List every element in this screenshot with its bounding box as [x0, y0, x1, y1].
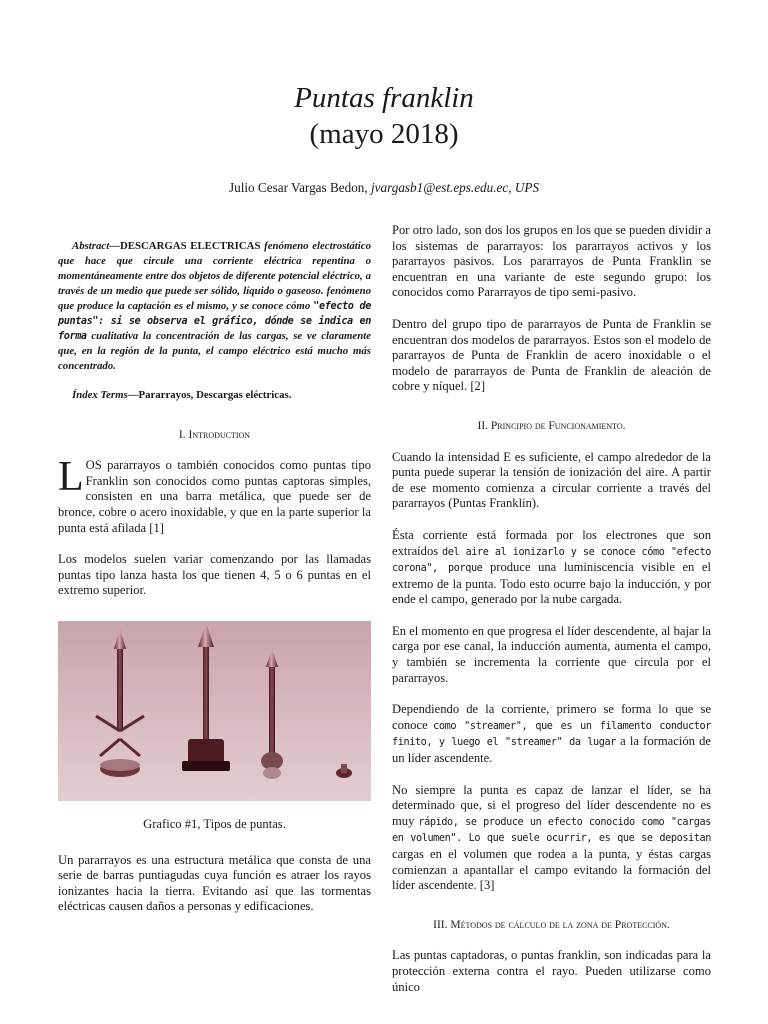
- tall-rod: [182, 623, 230, 771]
- paper-date: (mayo 2018): [309, 118, 459, 150]
- index-terms: Índex Terms—Pararrayos, Descargas eléctricas.: [72, 389, 292, 401]
- section-heading-introduction: I. Introduction: [178, 428, 251, 441]
- author-name: Julio Cesar Vargas Bedon,: [228, 180, 371, 195]
- author-line: [0, 180, 768, 196]
- left-column: [58, 239, 371, 931]
- right-paragraph-5: En el momento en que progresa el líder descendente, al bajar la carga por ese canal, la inducción aumenta, aumenta el campo, y también se incrementa la corriente que circula por el pararrayos.: [392, 623, 711, 685]
- right-paragraph-3: Cuando la intensidad E es suficiente, el campo alrededor de la punta puede superar la tensión de ionización del aire. A partir de ese momento comienza a circular corriente a través del pararrayos (Puntas Franklin).: [392, 449, 711, 511]
- figure-caption: Grafico #1, Tipos de puntas.: [143, 816, 286, 831]
- right-paragraph-7: No siempre la punta es capaz de lanzar el líder, se ha determinado que, si el progreso del líder descendente no es muy rápido, se produce un efecto conocido como "cargas en volumen". Lo que suele ocurrir, es que se depositan cargas en el volumen que rodea a la punta, y éstas cargas comienzan a apantallar el campo evitando la formación del líder ascendente. [3]: [392, 782, 711, 893]
- intro-paragraph-1: LOS pararrayos o también conocidos como puntas tipo Franklin son conocidos como puntas captoras simples, consisten en una barra metálica, que puede ser de bronce, cobre o acero inoxidable, y que en la parte superior la punta está afilada [1]: [58, 454, 371, 535]
- multi-point-rod: [96, 629, 144, 777]
- right-paragraph-1: Por otro lado, son dos los grupos en los que se pueden dividir a los sistemas de pararrayos: los pararrayos activos y los pararrayos pasivos. Los pararrayos de Punta Franklin se encuentran en una variante de este segundo grupo: los conocidos como Pararrayos de tipo semi-pasivo.: [392, 223, 711, 300]
- intro-paragraph-3: Un pararrayos es una estructura metálica que consta de una serie de barras puntiagudas cuya función es atraer los rayos ionizantes hacia la tierra. Evitando así que las tormentas eléctricas causen daños a personas y edificaciones.: [58, 852, 371, 914]
- small-fitting: [336, 764, 352, 778]
- lightning-rods-illustration: [58, 621, 371, 801]
- intro-paragraph-2: Los modelos suelen variar comenzando por las llamadas puntas tipo lanza hasta los que tienen 4, 5 o 6 puntas en el extremo superior.: [58, 552, 371, 598]
- drop-cap: L: [58, 454, 84, 501]
- paper-title: Puntas franklin: [294, 82, 474, 114]
- abstract: Abstract—DESCARGAS ELECTRICAS fenómeno electrostático que hace que circule una corriente eléctrica repentina o momentáneamente entre dos objetos de diferente potencial eléctrico, a través de un medio que puede ser sólido, líquido o gaseoso. fenómeno que produce la captación es el mismo, y se conoce cómo "efecto de puntas": si se observa el gráfico, dónde se indica en forma cualitativa la concentración de las cargas, se ve claramente que, en la región de la punta, el campo eléctrico está mucho más concentrado.: [58, 240, 371, 372]
- right-paragraph-4: Ésta corriente está formada por los electrones que son extraídos del aire al ionizarlo y se conoce cómo "efecto corona", porque produce una luminiscencia visible en el extremo de la punta. Todo esto ocurre bajo la inducción, y por ende el campo, generado por la nube cargada.: [392, 527, 711, 607]
- right-column: [392, 223, 711, 1011]
- lightning-rod-photo: [58, 621, 371, 801]
- section-heading-principio: II. Principio de Funcionamiento.: [477, 419, 626, 432]
- single-point-rod: [261, 649, 283, 779]
- section-heading-metodos: III. Métodos de cálculo de la zona de Protección.: [433, 918, 670, 931]
- author-contact: jvargasb1@est.eps.edu.ec, UPS: [370, 180, 540, 195]
- right-paragraph-2: Dentro del grupo tipo de pararrayos de Punta de Franklin se encuentran dos modelos de pararrayos. Estos son el modelo de pararrayos de Punta de Franklin de acero inoxidable o el modelo de pararrayos de Punta de Franklin de aleación de cobre y níquel. [2]: [392, 316, 711, 394]
- right-paragraph-8: Las puntas captadoras, o puntas franklin, son indicadas para la protección externa contra el rayo. Pueden utilizarse como único: [392, 948, 711, 994]
- right-paragraph-6: Dependiendo de la corriente, primero se forma lo que se conoce como "streamer", que es un filamento conductor finito, y luego el "streamer" da lugar a la formación de un líder ascendente.: [392, 702, 711, 766]
